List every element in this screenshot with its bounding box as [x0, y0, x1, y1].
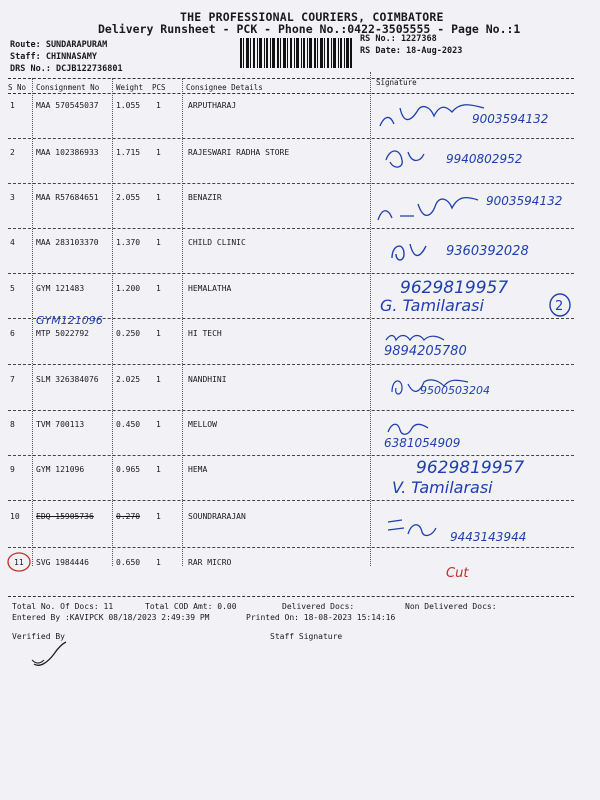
staff-signature: Staff Signature — [270, 632, 343, 641]
header-signature: Signature — [376, 78, 417, 87]
row-pcs: 1 — [156, 558, 161, 567]
row-pcs: 1 — [156, 465, 161, 474]
row-weight: 2.055 — [116, 193, 141, 202]
drs-number: DRS No.: DCJB122736801 — [10, 64, 123, 74]
row-consignment: SVG 1984446 — [36, 558, 89, 567]
handwritten-phone: 6381054909 — [384, 436, 461, 450]
header-weight: Weight — [116, 83, 144, 92]
row-separator — [8, 228, 574, 229]
row-consignment: MTP 5022792 — [36, 329, 89, 338]
circled-two-mark — [548, 292, 572, 318]
handwritten-phone: 9629819957 — [416, 458, 525, 478]
row-consignment: MAA 570545037 — [36, 101, 99, 110]
col-divider — [370, 72, 371, 566]
row-separator — [8, 183, 574, 184]
signature-scribble — [384, 512, 454, 542]
header-sno: S No — [8, 83, 27, 92]
row-weight: 1.715 — [116, 148, 141, 157]
red-circle-mark — [6, 551, 32, 573]
handwritten-phone: 9629819957 — [400, 278, 509, 298]
row-pcs: 1 — [156, 284, 161, 293]
row-sno: 2 — [10, 148, 15, 157]
col-divider — [112, 78, 113, 566]
row-weight: 0.250 — [116, 329, 141, 338]
rs-date: RS Date: 18-Aug-2023 — [360, 46, 463, 56]
row-pcs: 1 — [156, 420, 161, 429]
row-weight: 0.965 — [116, 465, 141, 474]
row-sno: 4 — [10, 238, 15, 247]
handwritten-phone: 9500503204 — [420, 384, 490, 397]
row-weight: 0.450 — [116, 420, 141, 429]
row-pcs: 1 — [156, 375, 161, 384]
handwritten-name: G. Tamilarasi — [380, 296, 484, 315]
handwritten-margin-note: GYM121096 — [36, 314, 103, 327]
row-weight: 0.270 — [116, 512, 141, 521]
verified-by: Verified By — [12, 632, 65, 641]
handwritten-name: V. Tamilarasi — [392, 478, 493, 497]
row-consignment: SLM 326384076 — [36, 375, 99, 384]
footer-rule — [8, 596, 574, 597]
row-sno: 3 — [10, 193, 15, 202]
staff: Staff: CHINNASAMY — [10, 52, 97, 62]
route: Route: SUNDARAPURAM — [10, 40, 108, 50]
row-pcs: 1 — [156, 512, 161, 521]
row-pcs: 1 — [156, 193, 161, 202]
row-consignment: MAA 283103370 — [36, 238, 99, 247]
row-sno: 8 — [10, 420, 15, 429]
row-consignee: HEMA — [188, 465, 208, 474]
row-weight: 1.200 — [116, 284, 141, 293]
handwritten-phone: 9003594132 — [486, 194, 563, 208]
row-separator — [8, 500, 574, 501]
row-pcs: 1 — [156, 148, 161, 157]
red-handwritten-mark: Cut — [446, 566, 469, 581]
row-weight: 1.370 — [116, 238, 141, 247]
row-separator — [8, 547, 574, 548]
handwritten-phone: 9003594132 — [472, 112, 549, 126]
total-docs: Total No. Of Docs: 11 — [12, 602, 114, 611]
signature-scribble — [374, 186, 484, 228]
col-divider — [32, 78, 33, 566]
row-consignee: SOUNDRARAJAN — [188, 512, 246, 521]
entered-by: Entered By :KAVIPCK 08/18/2023 2:49:39 PM — [12, 613, 210, 622]
row-consignment: MAA R57684651 — [36, 193, 99, 202]
total-cod: Total COD Amt: 0.00 — [145, 602, 237, 611]
row-pcs: 1 — [156, 329, 161, 338]
non-delivered-docs: Non Delivered Docs: — [405, 602, 497, 611]
handwritten-phone: 9894205780 — [384, 344, 467, 359]
row-pcs: 1 — [156, 101, 161, 110]
row-weight: 1.055 — [116, 101, 141, 110]
row-consignee: CHILD CLINIC — [188, 238, 246, 247]
row-pcs: 1 — [156, 238, 161, 247]
barcode — [240, 38, 352, 68]
header-pcs: PCS — [152, 83, 166, 92]
row-separator — [8, 273, 574, 274]
header-consignment: Consignment No — [36, 83, 100, 92]
delivered-docs: Delivered Docs: — [282, 602, 355, 611]
handwritten-phone: 9443143944 — [450, 530, 527, 544]
row-consignee: RAJESWARI RADHA STORE — [188, 148, 290, 157]
row-consignment: GYM 121096 — [36, 465, 85, 474]
row-consignee: HI TECH — [188, 329, 222, 338]
row-sno: 7 — [10, 375, 15, 384]
row-sno: 11 — [14, 558, 24, 567]
row-separator — [8, 364, 574, 365]
row-consignment: EDQ 15905736 — [36, 512, 94, 521]
row-consignee: ARPUTHARAJ — [188, 101, 237, 110]
row-weight: 0.650 — [116, 558, 141, 567]
runsheet-title: Delivery Runsheet - PCK - Phone No.:0422-3505555 - Page No.:1 — [98, 22, 521, 36]
header-consignee: Consignee Details — [186, 83, 263, 92]
row-consignment: GYM 121483 — [36, 284, 85, 293]
col-divider — [182, 78, 183, 566]
row-sno: 5 — [10, 284, 15, 293]
row-consignee: HEMALATHA — [188, 284, 232, 293]
row-consignment: MAA 102386933 — [36, 148, 99, 157]
verifier-signature — [28, 638, 74, 670]
row-separator — [8, 455, 574, 456]
table-header-rule — [8, 93, 574, 94]
signature-scribble — [386, 236, 436, 266]
row-consignee: MELLOW — [188, 420, 217, 429]
row-sno: 1 — [10, 101, 15, 110]
signature-scribble — [380, 142, 440, 172]
row-separator — [8, 138, 574, 139]
printed-on: Printed On: 18-08-2023 15:14:16 — [246, 613, 396, 622]
row-sno: 6 — [10, 329, 15, 338]
svg-text:2: 2 — [555, 299, 564, 314]
row-sno: 10 — [10, 512, 20, 521]
handwritten-phone: 9360392028 — [446, 244, 529, 259]
row-consignee: RAR MICRO — [188, 558, 232, 567]
row-sno: 9 — [10, 465, 15, 474]
handwritten-phone: 9940802952 — [446, 152, 523, 166]
row-separator — [8, 410, 574, 411]
company-name: THE PROFESSIONAL COURIERS, COIMBATORE — [180, 10, 444, 24]
row-consignment: TVM 700113 — [36, 420, 85, 429]
table-top-rule — [8, 78, 574, 79]
row-consignee: BENAZIR — [188, 193, 222, 202]
row-consignee: NANDHINI — [188, 375, 227, 384]
rs-number: RS No.: 1227368 — [360, 34, 437, 44]
row-weight: 2.025 — [116, 375, 141, 384]
